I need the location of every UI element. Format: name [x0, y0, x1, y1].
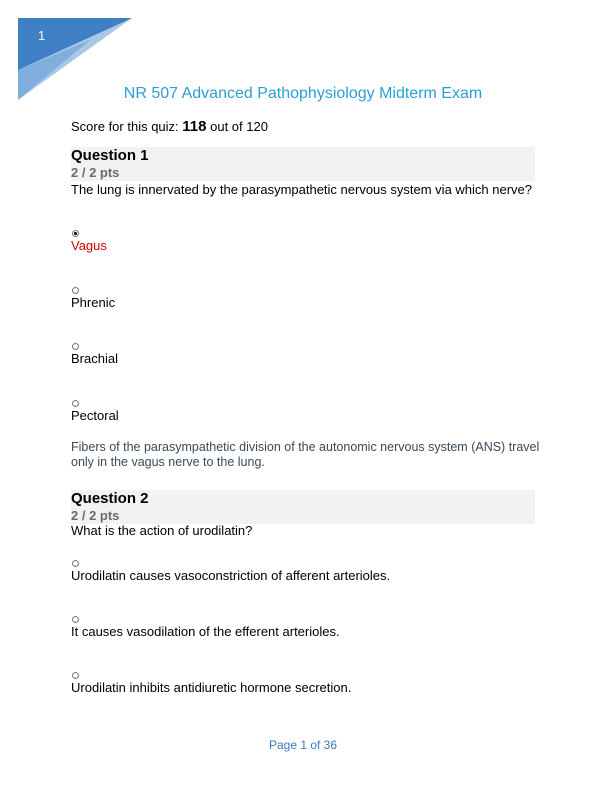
option-label-pectoral: Pectoral — [71, 408, 119, 423]
option-radio-phrenic[interactable] — [72, 287, 79, 294]
option-label-brachial: Brachial — [71, 351, 118, 366]
score-value: 118 — [182, 118, 207, 135]
option-label-vagus: Vagus — [71, 238, 107, 253]
question-2-points: 2 / 2 pts — [71, 508, 120, 523]
question-1-header — [71, 147, 535, 181]
option-radio-pectoral[interactable] — [72, 400, 79, 407]
page-footer: Page 1 of 36 — [268, 738, 338, 752]
question-1-title: Question 1 — [71, 147, 149, 164]
option-radio-vasoconstriction[interactable] — [72, 560, 79, 567]
question-2-title: Question 2 — [71, 490, 149, 507]
corner-dark-shape — [18, 18, 132, 70]
option-label-phrenic: Phrenic — [71, 295, 116, 310]
quiz-score — [71, 118, 268, 135]
option-radio-vasodilation[interactable] — [72, 616, 79, 623]
question-1-explanation: Fibers of the parasympathetic division of the autonomic nervous system (ANS) travel only in the vagus nerve to the lung. — [71, 440, 540, 469]
option-label-vasoconstriction: Urodilatin causes vasoconstriction of afferent arterioles. — [71, 568, 391, 583]
option-radio-adh-inhibition[interactable] — [72, 672, 79, 679]
question-1-text: The lung is innervated by the parasympathetic nervous system via which nerve? — [71, 182, 533, 197]
question-2-header — [71, 490, 535, 524]
document-title: NR 507 Advanced Pathophysiology Midterm Exam — [123, 85, 483, 102]
page-number-badge: 1 — [38, 28, 46, 43]
score-prefix: Score for this quiz: — [71, 119, 179, 134]
question-2-text: What is the action of urodilatin? — [71, 523, 253, 538]
option-label-adh-inhibition: Urodilatin inhibits antidiuretic hormone secretion. — [71, 680, 352, 695]
option-radio-vagus[interactable] — [72, 230, 79, 237]
score-suffix: out of 120 — [210, 119, 268, 134]
option-radio-brachial[interactable] — [72, 343, 79, 350]
option-label-vasodilation: It causes vasodilation of the efferent arterioles. — [71, 624, 340, 639]
question-1-points: 2 / 2 pts — [71, 165, 120, 180]
